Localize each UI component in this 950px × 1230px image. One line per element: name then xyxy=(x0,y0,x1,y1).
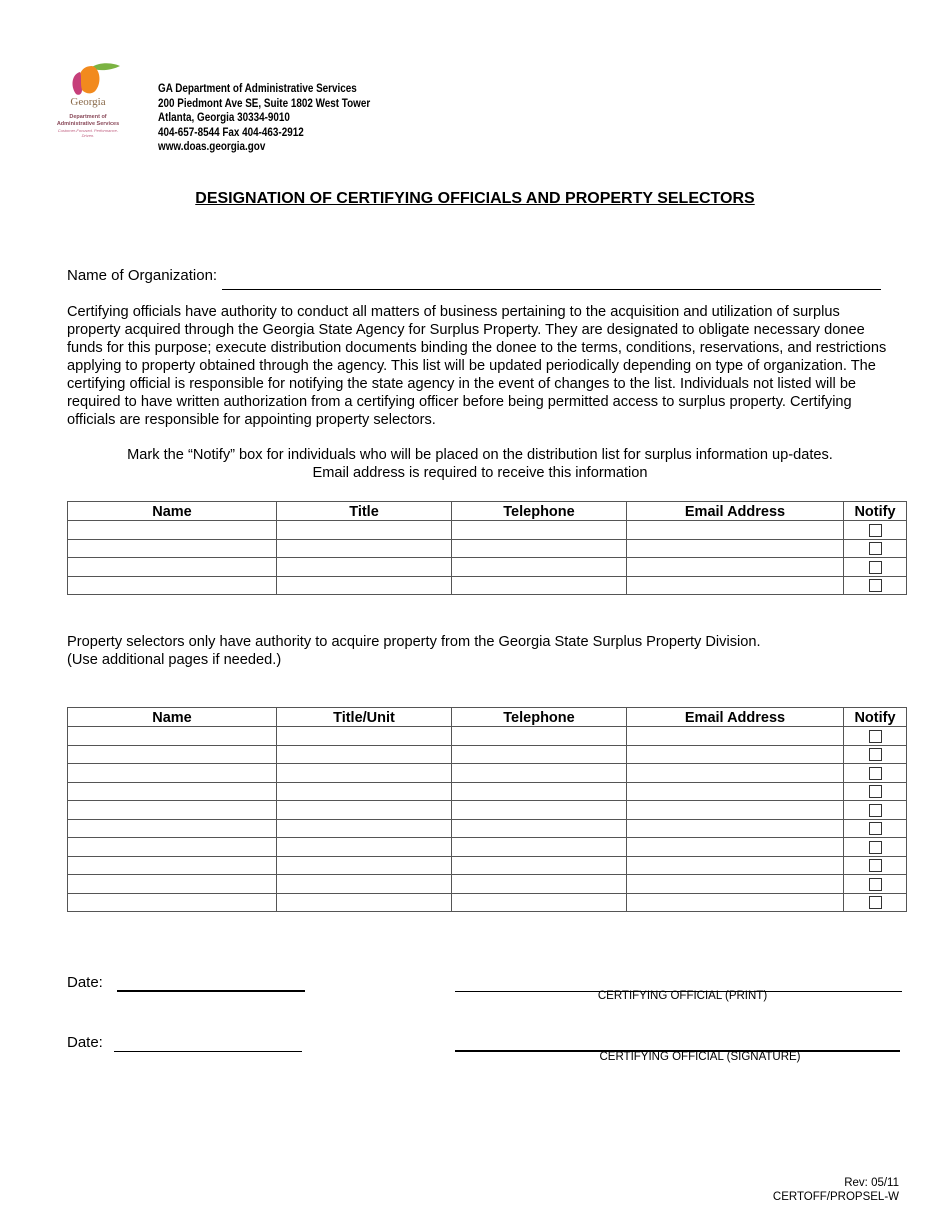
title-cell[interactable] xyxy=(277,727,452,746)
title-cell[interactable] xyxy=(277,558,452,577)
telephone-cell[interactable] xyxy=(452,819,627,838)
email-cell[interactable] xyxy=(627,875,844,894)
title-cell[interactable] xyxy=(277,521,452,540)
name-cell[interactable] xyxy=(68,801,277,820)
column-header-name: Name xyxy=(68,708,277,727)
email-cell[interactable] xyxy=(627,801,844,820)
email-cell[interactable] xyxy=(627,576,844,595)
agency-website-link[interactable]: www.doas.georgia.gov xyxy=(158,141,266,153)
telephone-cell[interactable] xyxy=(452,521,627,540)
notify-cell xyxy=(844,576,907,595)
column-header-telephone: Telephone xyxy=(452,708,627,727)
column-header-email: Email Address xyxy=(627,708,844,727)
table-row xyxy=(68,893,907,912)
logo-wordmark: Georgia xyxy=(70,96,106,108)
email-cell[interactable] xyxy=(627,764,844,783)
notify-cell xyxy=(844,727,907,746)
notify-checkbox[interactable] xyxy=(869,785,882,798)
email-cell[interactable] xyxy=(627,838,844,857)
telephone-cell[interactable] xyxy=(452,893,627,912)
column-header-telephone: Telephone xyxy=(452,502,627,521)
table-row xyxy=(68,727,907,746)
date-field-print[interactable] xyxy=(117,990,305,992)
notify-checkbox[interactable] xyxy=(869,524,882,537)
email-cell[interactable] xyxy=(627,558,844,577)
name-cell[interactable] xyxy=(68,727,277,746)
certifying-officials-description: Certifying officials have authority to conduct all matters of business pertaining to the acquisition and utilization of surplus property acquired through the Georgia State Agency for Surplus Property. They are designated to obligate necessary donee funds for this purpose; execute distribution documents binding the donee to the terms, conditions, reservations, and restrictions applying to property obtained through the agency. This list will be updated periodically depending on type of organization. The certifying official is responsible for notifying the state agency in the event of changes to the list. Individuals not listed will be required to have written authorization from a certifying officer before being permitted access to surplus property. Certifying officials are responsible for appointing property selectors. xyxy=(67,304,887,428)
certifying-official-print-caption: CERTIFYING OFFICIAL (PRINT) xyxy=(597,990,768,1002)
name-cell[interactable] xyxy=(68,521,277,540)
name-cell[interactable] xyxy=(68,576,277,595)
table-header-row xyxy=(68,502,907,521)
notify-checkbox[interactable] xyxy=(869,767,882,780)
notify-cell xyxy=(844,838,907,857)
telephone-cell[interactable] xyxy=(452,745,627,764)
email-cell[interactable] xyxy=(627,856,844,875)
column-header-email: Email Address xyxy=(627,502,844,521)
notify-cell xyxy=(844,782,907,801)
address-line: Atlanta, Georgia 30334-9010 xyxy=(158,112,290,124)
table-row xyxy=(68,521,907,540)
table-header-row xyxy=(68,708,907,727)
notify-instructions-line1: Mark the “Notify” box for individuals who will be placed on the distribution list for surplus information up-dates. xyxy=(127,447,833,463)
email-cell[interactable] xyxy=(627,819,844,838)
notify-checkbox[interactable] xyxy=(869,748,882,761)
logo-subtitle-line2: Administrative Services xyxy=(56,120,120,127)
title-cell[interactable] xyxy=(277,764,452,783)
date-field-signature[interactable] xyxy=(114,1051,302,1052)
name-cell[interactable] xyxy=(68,875,277,894)
column-header-notify: Notify xyxy=(844,708,907,727)
telephone-cell[interactable] xyxy=(452,838,627,857)
title-cell[interactable] xyxy=(277,539,452,558)
notify-checkbox[interactable] xyxy=(869,804,882,817)
certifying-official-signature-caption: CERTIFYING OFFICIAL (SIGNATURE) xyxy=(599,1051,801,1063)
email-cell[interactable] xyxy=(627,782,844,801)
table-row xyxy=(68,819,907,838)
date-label-print: Date: xyxy=(67,974,103,991)
title-cell[interactable] xyxy=(277,782,452,801)
logo-subtitle xyxy=(52,114,124,127)
form-title: DESIGNATION OF CERTIFYING OFFICIALS AND PROPERTY SELECTORS xyxy=(195,190,755,207)
notify-cell xyxy=(844,745,907,764)
notify-checkbox[interactable] xyxy=(869,822,882,835)
name-cell[interactable] xyxy=(68,782,277,801)
notify-checkbox[interactable] xyxy=(869,896,882,909)
telephone-cell[interactable] xyxy=(452,727,627,746)
telephone-cell[interactable] xyxy=(452,764,627,783)
property-selectors-note-line1: Property selectors only have authority to acquire property from the Georgia State Surplus Property Division. xyxy=(67,634,761,650)
notify-instructions-line2: Email address is required to receive this information xyxy=(312,465,648,481)
telephone-cell[interactable] xyxy=(452,875,627,894)
table-row xyxy=(68,801,907,820)
name-cell[interactable] xyxy=(68,558,277,577)
logo-subtitle-line1: Department of xyxy=(69,114,107,120)
title-cell[interactable] xyxy=(277,856,452,875)
telephone-cell[interactable] xyxy=(452,856,627,875)
title-cell[interactable] xyxy=(277,838,452,857)
doas-logo xyxy=(52,62,124,136)
table-row xyxy=(68,782,907,801)
title-cell[interactable] xyxy=(277,893,452,912)
column-header-name: Name xyxy=(68,502,277,521)
table-row xyxy=(68,838,907,857)
table-row xyxy=(68,539,907,558)
property-selectors-note-line2: (Use additional pages if needed.) xyxy=(67,652,282,668)
name-cell[interactable] xyxy=(68,838,277,857)
table-row xyxy=(68,856,907,875)
name-cell[interactable] xyxy=(68,745,277,764)
date-label-signature: Date: xyxy=(67,1034,103,1051)
address-line: GA Department of Administrative Services xyxy=(158,83,357,95)
table-row xyxy=(68,745,907,764)
telephone-cell[interactable] xyxy=(452,576,627,595)
title-cell[interactable] xyxy=(277,801,452,820)
organization-label: Name of Organization: xyxy=(67,267,218,284)
property-selectors-note xyxy=(67,633,761,669)
column-header-title: Title xyxy=(277,502,452,521)
notify-checkbox[interactable] xyxy=(869,561,882,574)
notify-checkbox[interactable] xyxy=(869,542,882,555)
title-cell[interactable] xyxy=(277,576,452,595)
notify-checkbox[interactable] xyxy=(869,859,882,872)
notify-cell xyxy=(844,856,907,875)
organization-name-field[interactable] xyxy=(222,289,881,290)
notify-cell xyxy=(844,819,907,838)
address-line: 404-657-8544 Fax 404-463-2912 xyxy=(158,126,304,139)
email-cell[interactable] xyxy=(627,521,844,540)
table-row xyxy=(68,576,907,595)
certifying-officials-table xyxy=(67,501,907,595)
table-row xyxy=(68,875,907,894)
notify-cell xyxy=(844,801,907,820)
form-revision xyxy=(773,1176,899,1204)
notify-checkbox[interactable] xyxy=(869,579,882,592)
email-cell[interactable] xyxy=(627,745,844,764)
notify-cell xyxy=(844,764,907,783)
notify-cell xyxy=(844,539,907,558)
notify-cell xyxy=(844,893,907,912)
title-cell[interactable] xyxy=(277,875,452,894)
name-cell[interactable] xyxy=(68,539,277,558)
notify-checkbox[interactable] xyxy=(869,878,882,891)
form-code: CERTOFF/PROPSEL-W xyxy=(772,1191,899,1203)
name-cell[interactable] xyxy=(68,893,277,912)
revision-date: Rev: 05/11 xyxy=(844,1177,899,1189)
notify-cell xyxy=(844,521,907,540)
email-cell[interactable] xyxy=(627,539,844,558)
name-cell[interactable] xyxy=(68,819,277,838)
notify-cell xyxy=(844,875,907,894)
name-cell[interactable] xyxy=(68,764,277,783)
name-cell[interactable] xyxy=(68,856,277,875)
telephone-cell[interactable] xyxy=(452,558,627,577)
column-header-title-unit: Title/Unit xyxy=(277,708,452,727)
telephone-cell[interactable] xyxy=(452,801,627,820)
email-cell[interactable] xyxy=(627,893,844,912)
telephone-cell[interactable] xyxy=(452,782,627,801)
telephone-cell[interactable] xyxy=(452,539,627,558)
email-cell[interactable] xyxy=(627,727,844,746)
table-row xyxy=(68,764,907,783)
title-cell[interactable] xyxy=(277,819,452,838)
notify-cell xyxy=(844,558,907,577)
notify-instructions xyxy=(67,446,893,482)
property-selectors-table xyxy=(67,707,907,912)
title-cell[interactable] xyxy=(277,745,452,764)
logo-tagline: Customer-Focused. Performance-Driven. xyxy=(57,128,119,138)
agency-address xyxy=(158,82,370,155)
table-row xyxy=(68,558,907,577)
notify-checkbox[interactable] xyxy=(869,730,882,743)
notify-checkbox[interactable] xyxy=(869,841,882,854)
column-header-notify: Notify xyxy=(844,502,907,521)
address-line: 200 Piedmont Ave SE, Suite 1802 West Tower xyxy=(158,97,371,110)
